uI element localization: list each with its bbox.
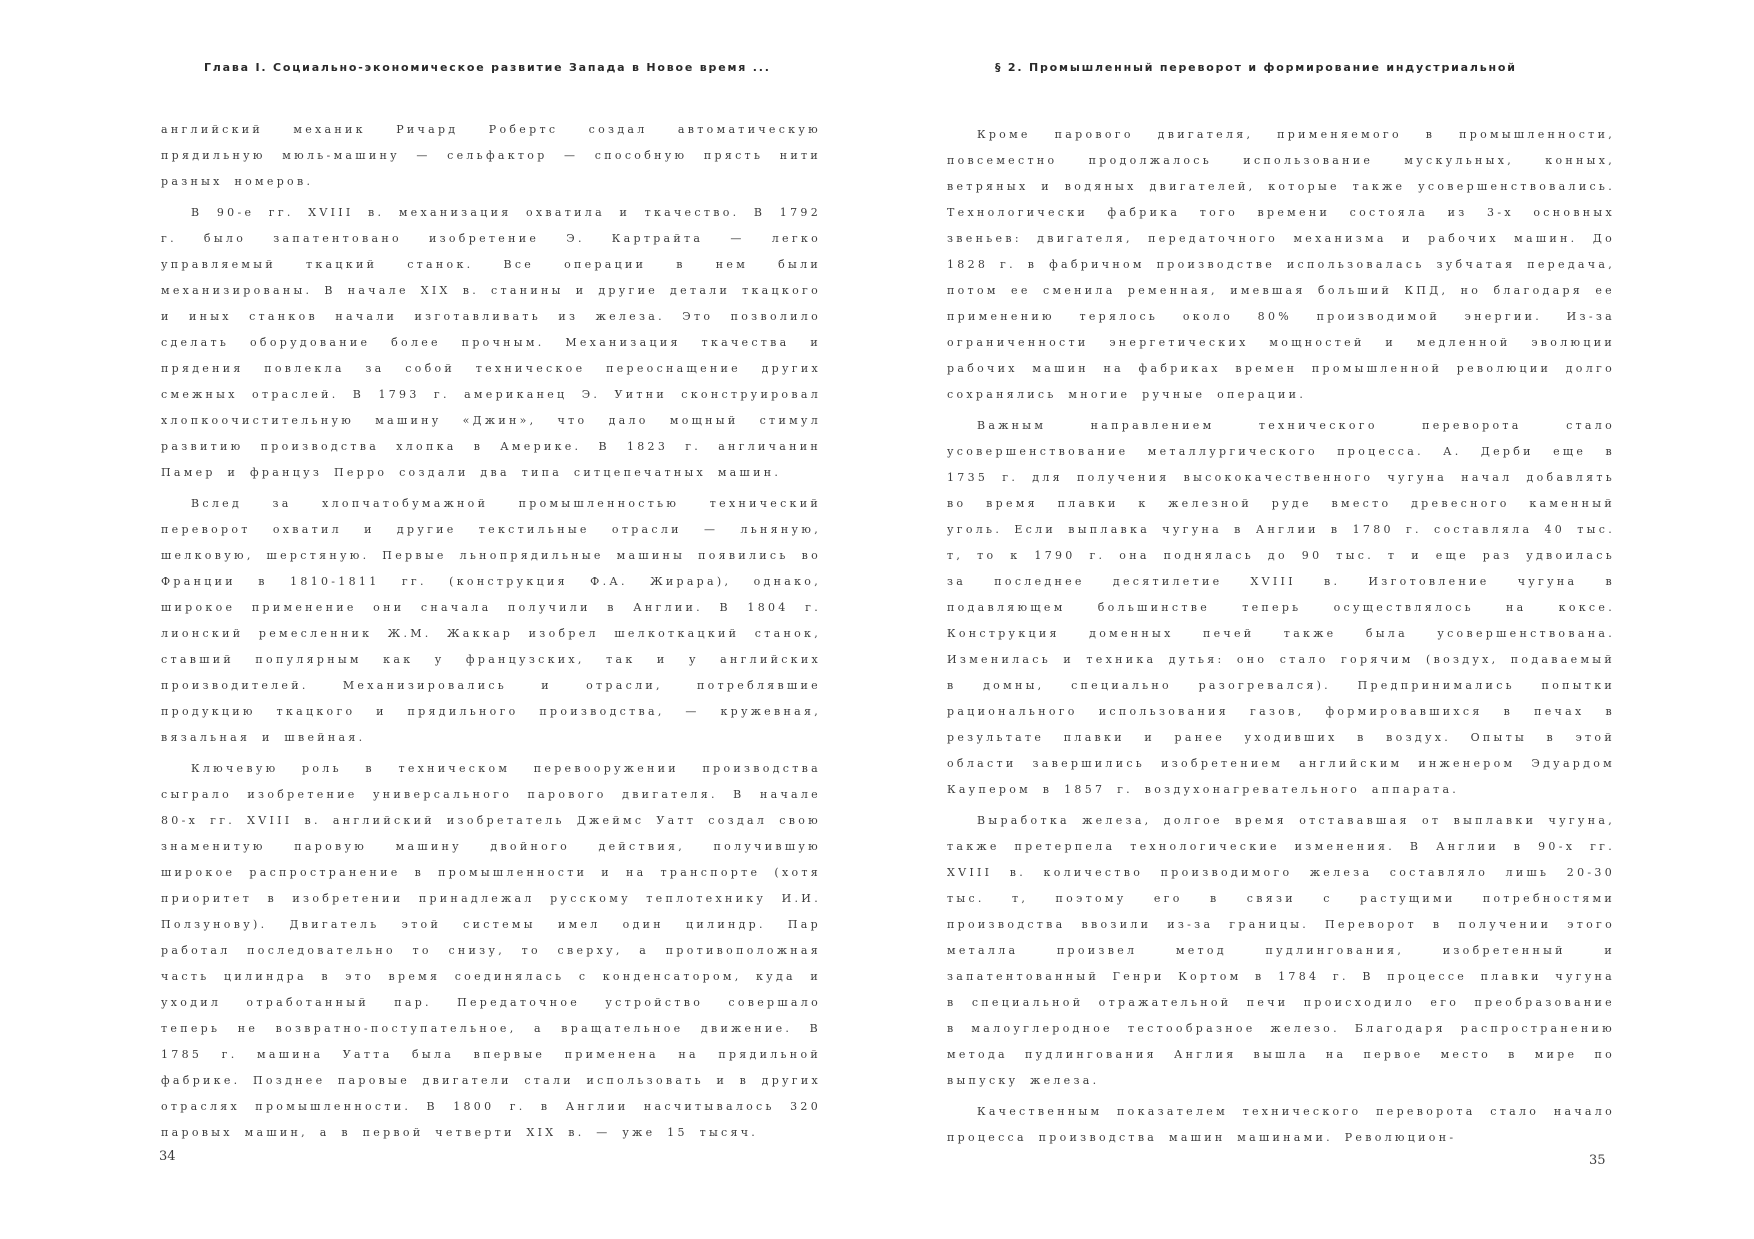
paragraph: Ключевую роль в техническом перевооружении производства сыграло изобретение универсального парового двигателя. В начале 80-х гг. XVIII в. английский изобретатель Джеймс Уатт создал свою знаменитую паровую машину двойного действия, получившую широкое распространение в промышленности и на транспорте (хотя приоритет в изобретении принадлежал русскому теплотехнику И.И. Ползунову). Двигатель этой системы имел один цилиндр. Пар работал последовательно то снизу, то сверху, а противоположная часть цилиндра в это время соединялась с конденсатором, куда и уходил отработанный пар. Передаточное устройство совершало теперь не возвратно-поступательное, а вращательное движение. В 1785 г. машина Уатта была впервые применена на прядильной фабрике. Позднее паровые двигатели стали использовать и в других отраслях промышленности. В 1800 г. в Англии насчитывалось 320 паровых машин, а в первой четверти XIX в. — уже 15 тысяч.: [161, 762, 821, 1139]
paragraph: В 90-е гг. XVIII в. механизация охватила и ткачество. В 1792 г. было запатентовано изобретение Э. Картрайта — легко управляемый ткацкий станок. Все операции в нем были механизированы. В начале XIX в. станины и другие детали ткацкого и иных станков начали изготавливать из железа. Это позволило сделать оборудование более прочным. Механизация ткачества и прядения повлекла за собой техническое переоснащение других смежных отраслей. В 1793 г. американец Э. Уитни сконструировал хлопкоочистительную машину «Джин», что дало мощный стимул развитию производства хлопка в Америке. В 1823 г. англичанин Памер и француз Перро создали два типа ситцепечатных машин.: [161, 206, 821, 479]
page-number-left: 34: [159, 1149, 176, 1164]
running-head-right: § 2. Промышленный переворот и формирование индустриальной: [995, 61, 1517, 74]
body-text-left: [161, 117, 821, 1151]
body-text-right: [947, 122, 1615, 1156]
right-page: [877, 0, 1754, 1239]
running-head-left: Глава I. Социально-экономическое развитие Запада в Новое время ...: [204, 61, 771, 74]
paragraph: Выработка железа, долгое время отстававшая от выплавки чугуна, также претерпела технологические изменения. В Англии в 90-х гг. XVIII в. количество производимого железа составляло лишь 20-30 тыс. т, поэтому его в связи с растущими потребностями производства ввозили из-за границы. Переворот в получении этого металла произвел метод пудлингования, изобретенный и запатентованный Генри Кортом в 1784 г. В процессе плавки чугуна в специальной отражательной печи происходило его преобразование в малоуглеродное тестообразное железо. Благодаря распространению метода пудлингования Англия вышла на первое место в мире по выпуску железа.: [947, 814, 1615, 1087]
paragraph: Кроме парового двигателя, применяемого в промышленности, повсеместно продолжалось использование мускульных, конных, ветряных и водяных двигателей, которые также усовершенствовались. Технологически фабрика того времени состояла из 3-х основных звеньев: двигателя, передаточного механизма и рабочих машин. До 1828 г. в фабричном производстве использовалась зубчатая передача, потом ее сменила ременная, имевшая больший КПД, но благодаря ее применению терялось около 80% производимой энергии. Из-за ограниченности энергетических мощностей и медленной эволюции рабочих машин на фабриках времен промышленной революции долго сохранялись многие ручные операции.: [947, 128, 1615, 401]
paragraph: Качественным показателем технического переворота стало начало процесса производства машин машинами. Революцион-: [947, 1105, 1615, 1144]
paragraph: английский механик Ричард Робертс создал автоматическую прядильную мюль-машину — сельфактор — способную прясть нити разных номеров.: [161, 123, 821, 188]
paragraph: Вслед за хлопчатобумажной промышленностью технический переворот охватил и другие текстильные отрасли — льняную, шелковую, шерстяную. Первые льнопрядильные машины появились во Франции в 1810-1811 гг. (конструкция Ф.А. Жирара), однако, широкое применение они сначала получили в Англии. В 1804 г. лионский ремесленник Ж.М. Жаккар изобрел шелкоткацкий станок, ставший популярным как у французских, так и у английских производителей. Механизировались и отрасли, потреблявшие продукцию ткацкого и прядильного производства, — кружевная, вязальная и швейная.: [161, 497, 821, 744]
paragraph: Важным направлением технического переворота стало усовершенствование металлургического процесса. А. Дерби еще в 1735 г. для получения высококачественного чугуна начал добавлять во время плавки к железной руде вместо древесного каменный уголь. Если выплавка чугуна в Англии в 1780 г. составляла 40 тыс. т, то к 1790 г. она поднялась до 90 тыс. т и еще раз удвоилась за последнее десятилетие XVIII в. Изготовление чугуна в подавляющем большинстве теперь осуществлялось на коксе. Конструкция доменных печей также была усовершенствована. Изменилась и техника дутья: оно стало горячим (воздух, подаваемый в домны, специально разогревался). Предпринимались попытки рационального использования газов, формировавшихся в печах в результате плавки и ранее уходивших в воздух. Опыты в этой области завершились изобретением английским инженером Эдуардом Каупером в 1857 г. воздухонагревательного аппарата.: [947, 419, 1615, 796]
page-number-right: 35: [1589, 1153, 1606, 1168]
